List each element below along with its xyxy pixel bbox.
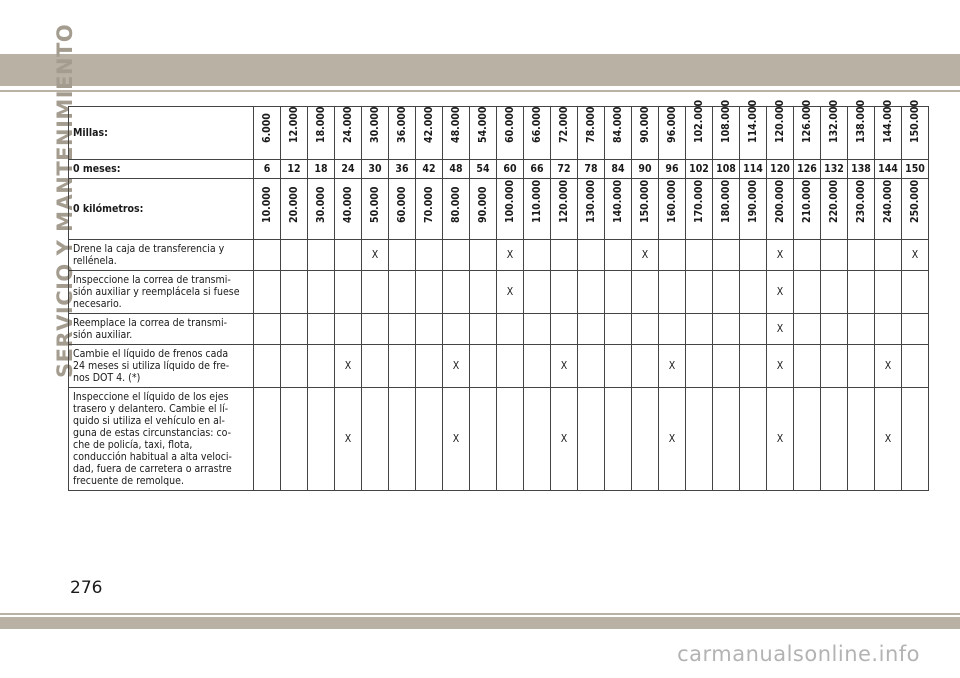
schedule-mark (470, 240, 497, 271)
km-value: 240.000 (882, 179, 894, 223)
schedule-mark (389, 314, 416, 345)
km-value: 190.000 (747, 179, 759, 223)
km-label: 0 kilómetros: (69, 179, 254, 240)
km-value: 80.000 (450, 186, 462, 223)
schedule-mark (821, 271, 848, 314)
miles-value: 120.000 (774, 99, 786, 143)
schedule-mark: X (497, 271, 524, 314)
months-value: 48 (443, 160, 470, 179)
miles-column-header (416, 107, 443, 160)
task-description: Inspeccione la correa de transmi- sión auxiliar y reemplácela si fuese necesario. (69, 271, 254, 314)
km-column-header (254, 179, 281, 240)
schedule-mark: X (335, 345, 362, 388)
maintenance-schedule-table (68, 99, 929, 491)
schedule-mark (686, 314, 713, 345)
km-column-header (281, 179, 308, 240)
schedule-mark (740, 345, 767, 388)
miles-value: 144.000 (882, 99, 894, 143)
schedule-mark (308, 240, 335, 271)
miles-value: 108.000 (720, 99, 732, 143)
km-value: 200.000 (774, 179, 786, 223)
miles-value: 60.000 (504, 106, 516, 143)
miles-value: 96.000 (666, 106, 678, 143)
miles-value: 72.000 (558, 106, 570, 143)
schedule-mark (659, 271, 686, 314)
schedule-mark (416, 388, 443, 491)
schedule-mark (740, 271, 767, 314)
months-value: 84 (605, 160, 632, 179)
schedule-mark: X (767, 314, 794, 345)
schedule-mark (686, 271, 713, 314)
schedule-mark (848, 345, 875, 388)
bottom-decorative-line (0, 613, 960, 615)
months-value: 120 (767, 160, 794, 179)
miles-column-header (281, 107, 308, 160)
schedule-mark (794, 345, 821, 388)
km-value: 90.000 (477, 186, 489, 223)
km-column-header (794, 179, 821, 240)
schedule-mark (470, 345, 497, 388)
schedule-mark (524, 345, 551, 388)
miles-column-header (875, 99, 902, 160)
schedule-mark (740, 314, 767, 345)
miles-column-header (524, 107, 551, 160)
miles-value: 102.000 (693, 99, 705, 143)
km-column-header (686, 179, 713, 240)
miles-column-header (659, 107, 686, 160)
schedule-mark: X (443, 388, 470, 491)
miles-value: 138.000 (855, 99, 867, 143)
schedule-mark (578, 271, 605, 314)
schedule-mark (794, 314, 821, 345)
km-column-header (821, 179, 848, 240)
km-value: 170.000 (693, 179, 705, 223)
schedule-mark: X (443, 345, 470, 388)
schedule-mark (416, 240, 443, 271)
km-value: 140.000 (612, 179, 624, 223)
km-column-header (389, 179, 416, 240)
months-value: 132 (821, 160, 848, 179)
miles-value: 36.000 (396, 106, 408, 143)
schedule-mark (308, 345, 335, 388)
schedule-mark (713, 345, 740, 388)
km-value: 130.000 (585, 179, 597, 223)
km-value: 250.000 (909, 179, 921, 223)
months-label: 0 meses: (69, 160, 254, 179)
months-value: 66 (524, 160, 551, 179)
schedule-mark: X (551, 388, 578, 491)
months-value: 24 (335, 160, 362, 179)
months-value: 36 (389, 160, 416, 179)
schedule-mark (848, 388, 875, 491)
km-column-header (335, 179, 362, 240)
schedule-mark: X (551, 345, 578, 388)
months-value: 108 (713, 160, 740, 179)
schedule-mark (740, 388, 767, 491)
months-value: 102 (686, 160, 713, 179)
schedule-mark (443, 314, 470, 345)
schedule-mark (713, 388, 740, 491)
schedule-mark (794, 240, 821, 271)
schedule-mark (605, 240, 632, 271)
schedule-mark (254, 240, 281, 271)
miles-column-header (497, 107, 524, 160)
schedule-mark (578, 345, 605, 388)
km-column-header (578, 179, 605, 240)
schedule-mark (713, 314, 740, 345)
schedule-mark (605, 271, 632, 314)
km-column-header (767, 179, 794, 240)
miles-column-header (389, 107, 416, 160)
schedule-mark (254, 388, 281, 491)
km-value: 230.000 (855, 179, 867, 223)
miles-column-header (470, 107, 497, 160)
miles-column-header (767, 99, 794, 160)
schedule-mark (578, 240, 605, 271)
schedule-mark (740, 240, 767, 271)
schedule-mark (524, 271, 551, 314)
km-column-header (497, 179, 524, 240)
miles-value: 126.000 (801, 99, 813, 143)
schedule-mark (470, 314, 497, 345)
months-value: 60 (497, 160, 524, 179)
km-value: 180.000 (720, 179, 732, 223)
miles-header-row (69, 107, 929, 160)
task-row (69, 345, 929, 388)
months-value: 54 (470, 160, 497, 179)
schedule-mark (551, 271, 578, 314)
schedule-mark (821, 240, 848, 271)
miles-column-header (362, 107, 389, 160)
miles-column-header (740, 99, 767, 160)
months-value: 150 (902, 160, 929, 179)
schedule-mark (362, 314, 389, 345)
km-column-header (605, 179, 632, 240)
schedule-mark (659, 240, 686, 271)
miles-column-header (713, 99, 740, 160)
miles-value: 84.000 (612, 106, 624, 143)
schedule-mark (902, 345, 929, 388)
task-description: Cambie el líquido de frenos cada 24 meses si utiliza líquido de fre- nos DOT 4. (*) (69, 345, 254, 388)
schedule-mark (902, 314, 929, 345)
page-number: 276 (70, 578, 103, 598)
schedule-mark (362, 345, 389, 388)
months-value: 96 (659, 160, 686, 179)
months-value: 18 (308, 160, 335, 179)
schedule-mark (632, 271, 659, 314)
schedule-mark (362, 388, 389, 491)
miles-column-header (578, 107, 605, 160)
schedule-mark (875, 240, 902, 271)
watermark: carmanualsonline.info (677, 642, 920, 666)
km-value: 50.000 (369, 186, 381, 223)
schedule-mark (254, 314, 281, 345)
schedule-mark (875, 271, 902, 314)
schedule-mark (389, 345, 416, 388)
miles-column-header (848, 99, 875, 160)
miles-column-header (605, 107, 632, 160)
schedule-mark (524, 388, 551, 491)
schedule-mark (578, 314, 605, 345)
miles-value: 30.000 (369, 106, 381, 143)
schedule-mark (524, 314, 551, 345)
miles-value: 24.000 (342, 106, 354, 143)
schedule-mark (281, 271, 308, 314)
schedule-mark (308, 388, 335, 491)
schedule-mark: X (902, 240, 929, 271)
schedule-mark (848, 314, 875, 345)
km-column-header (308, 179, 335, 240)
months-value: 12 (281, 160, 308, 179)
schedule-mark (416, 271, 443, 314)
schedule-mark (821, 345, 848, 388)
km-value: 210.000 (801, 179, 813, 223)
schedule-mark (902, 388, 929, 491)
km-column-header (713, 179, 740, 240)
km-column-header (632, 179, 659, 240)
task-row (69, 240, 929, 271)
schedule-mark (578, 388, 605, 491)
miles-value: 18.000 (315, 106, 327, 143)
schedule-mark (416, 314, 443, 345)
schedule-mark: X (875, 345, 902, 388)
schedule-mark (686, 345, 713, 388)
top-decorative-band (0, 54, 960, 86)
schedule-mark (551, 314, 578, 345)
schedule-mark (848, 271, 875, 314)
schedule-mark (686, 388, 713, 491)
miles-value: 54.000 (477, 106, 489, 143)
task-row (69, 314, 929, 345)
months-value: 138 (848, 160, 875, 179)
miles-column-header (443, 107, 470, 160)
miles-value: 132.000 (828, 99, 840, 143)
schedule-mark (389, 388, 416, 491)
schedule-mark (551, 240, 578, 271)
schedule-mark (416, 345, 443, 388)
miles-value: 150.000 (909, 99, 921, 143)
km-value: 40.000 (342, 186, 354, 223)
months-value: 90 (632, 160, 659, 179)
schedule-mark (497, 314, 524, 345)
miles-value: 90.000 (639, 106, 651, 143)
months-value: 114 (740, 160, 767, 179)
km-value: 30.000 (315, 186, 327, 223)
task-description: Reemplace la correa de transmi- sión auxiliar. (69, 314, 254, 345)
schedule-mark (470, 271, 497, 314)
schedule-mark (902, 271, 929, 314)
schedule-mark (848, 240, 875, 271)
schedule-mark (470, 388, 497, 491)
schedule-mark (497, 388, 524, 491)
km-value: 10.000 (261, 186, 273, 223)
miles-column-header (686, 99, 713, 160)
km-value: 120.000 (558, 179, 570, 223)
schedule-mark (362, 271, 389, 314)
top-decorative-line (0, 90, 960, 92)
schedule-mark (389, 240, 416, 271)
schedule-mark (605, 314, 632, 345)
km-header-row (69, 179, 929, 240)
miles-value: 78.000 (585, 106, 597, 143)
miles-value: 114.000 (747, 99, 759, 143)
km-value: 220.000 (828, 179, 840, 223)
schedule-mark (524, 240, 551, 271)
schedule-mark: X (659, 388, 686, 491)
miles-column-header (335, 107, 362, 160)
task-description: Drene la caja de transferencia y rellénela. (69, 240, 254, 271)
schedule-mark: X (335, 388, 362, 491)
miles-value: 42.000 (423, 106, 435, 143)
km-column-header (875, 179, 902, 240)
miles-column-header (308, 107, 335, 160)
schedule-mark (875, 314, 902, 345)
schedule-mark (281, 345, 308, 388)
schedule-mark: X (659, 345, 686, 388)
schedule-mark: X (875, 388, 902, 491)
km-column-header (443, 179, 470, 240)
schedule-mark (281, 240, 308, 271)
km-value: 100.000 (504, 179, 516, 223)
task-row (69, 271, 929, 314)
miles-value: 66.000 (531, 106, 543, 143)
schedule-mark (821, 314, 848, 345)
km-column-header (848, 179, 875, 240)
bottom-decorative-band (0, 617, 960, 629)
months-value: 72 (551, 160, 578, 179)
miles-value: 48.000 (450, 106, 462, 143)
km-value: 110.000 (531, 179, 543, 223)
schedule-mark (335, 271, 362, 314)
section-title-text: SERVICIO Y MANTENIMIENTO (53, 23, 77, 378)
schedule-mark (632, 314, 659, 345)
km-value: 60.000 (396, 186, 408, 223)
schedule-mark (794, 271, 821, 314)
schedule-mark (335, 314, 362, 345)
schedule-mark (497, 345, 524, 388)
schedule-mark (281, 314, 308, 345)
schedule-mark: X (497, 240, 524, 271)
km-column-header (551, 179, 578, 240)
km-value: 70.000 (423, 186, 435, 223)
miles-column-header (632, 107, 659, 160)
km-column-header (362, 179, 389, 240)
schedule-mark: X (767, 345, 794, 388)
km-column-header (416, 179, 443, 240)
schedule-mark (632, 388, 659, 491)
schedule-mark (632, 345, 659, 388)
miles-value: 12.000 (288, 106, 300, 143)
schedule-mark (308, 271, 335, 314)
schedule-mark (335, 240, 362, 271)
km-value: 160.000 (666, 179, 678, 223)
schedule-mark (605, 388, 632, 491)
schedule-mark (821, 388, 848, 491)
schedule-mark: X (362, 240, 389, 271)
task-row (69, 388, 929, 491)
miles-column-header (902, 99, 929, 160)
schedule-mark: X (767, 388, 794, 491)
km-column-header (524, 179, 551, 240)
months-value: 6 (254, 160, 281, 179)
km-column-header (659, 179, 686, 240)
schedule-mark (659, 314, 686, 345)
task-description: Inspeccione el líquido de los ejes trasero y delantero. Cambie el lí- quido si utiliza el vehículo en al- guna de estas circunstancias: co- che de policía, taxi, flota, conducción habitual a alta veloci- dad, fuera de carretera o arrastre frecuente de remolque. (69, 388, 254, 491)
schedule-mark (713, 271, 740, 314)
schedule-mark: X (767, 240, 794, 271)
schedule-mark (254, 345, 281, 388)
schedule-mark (605, 345, 632, 388)
km-value: 20.000 (288, 186, 300, 223)
schedule-mark (308, 314, 335, 345)
km-column-header (470, 179, 497, 240)
miles-column-header (551, 107, 578, 160)
miles-label: Millas: (69, 107, 254, 160)
miles-column-header (254, 107, 281, 160)
schedule-mark (443, 271, 470, 314)
months-value: 30 (362, 160, 389, 179)
km-column-header (740, 179, 767, 240)
miles-column-header (794, 99, 821, 160)
miles-value: 6.000 (261, 113, 273, 143)
schedule-mark (281, 388, 308, 491)
schedule-mark (686, 240, 713, 271)
schedule-mark (389, 271, 416, 314)
schedule-mark: X (632, 240, 659, 271)
schedule-mark (254, 271, 281, 314)
months-header-row (69, 160, 929, 179)
schedule-mark (713, 240, 740, 271)
schedule-mark (794, 388, 821, 491)
km-value: 150.000 (639, 179, 651, 223)
months-value: 78 (578, 160, 605, 179)
km-column-header (902, 179, 929, 240)
schedule-mark: X (767, 271, 794, 314)
months-value: 144 (875, 160, 902, 179)
miles-column-header (821, 99, 848, 160)
months-value: 42 (416, 160, 443, 179)
schedule-mark (443, 240, 470, 271)
months-value: 126 (794, 160, 821, 179)
